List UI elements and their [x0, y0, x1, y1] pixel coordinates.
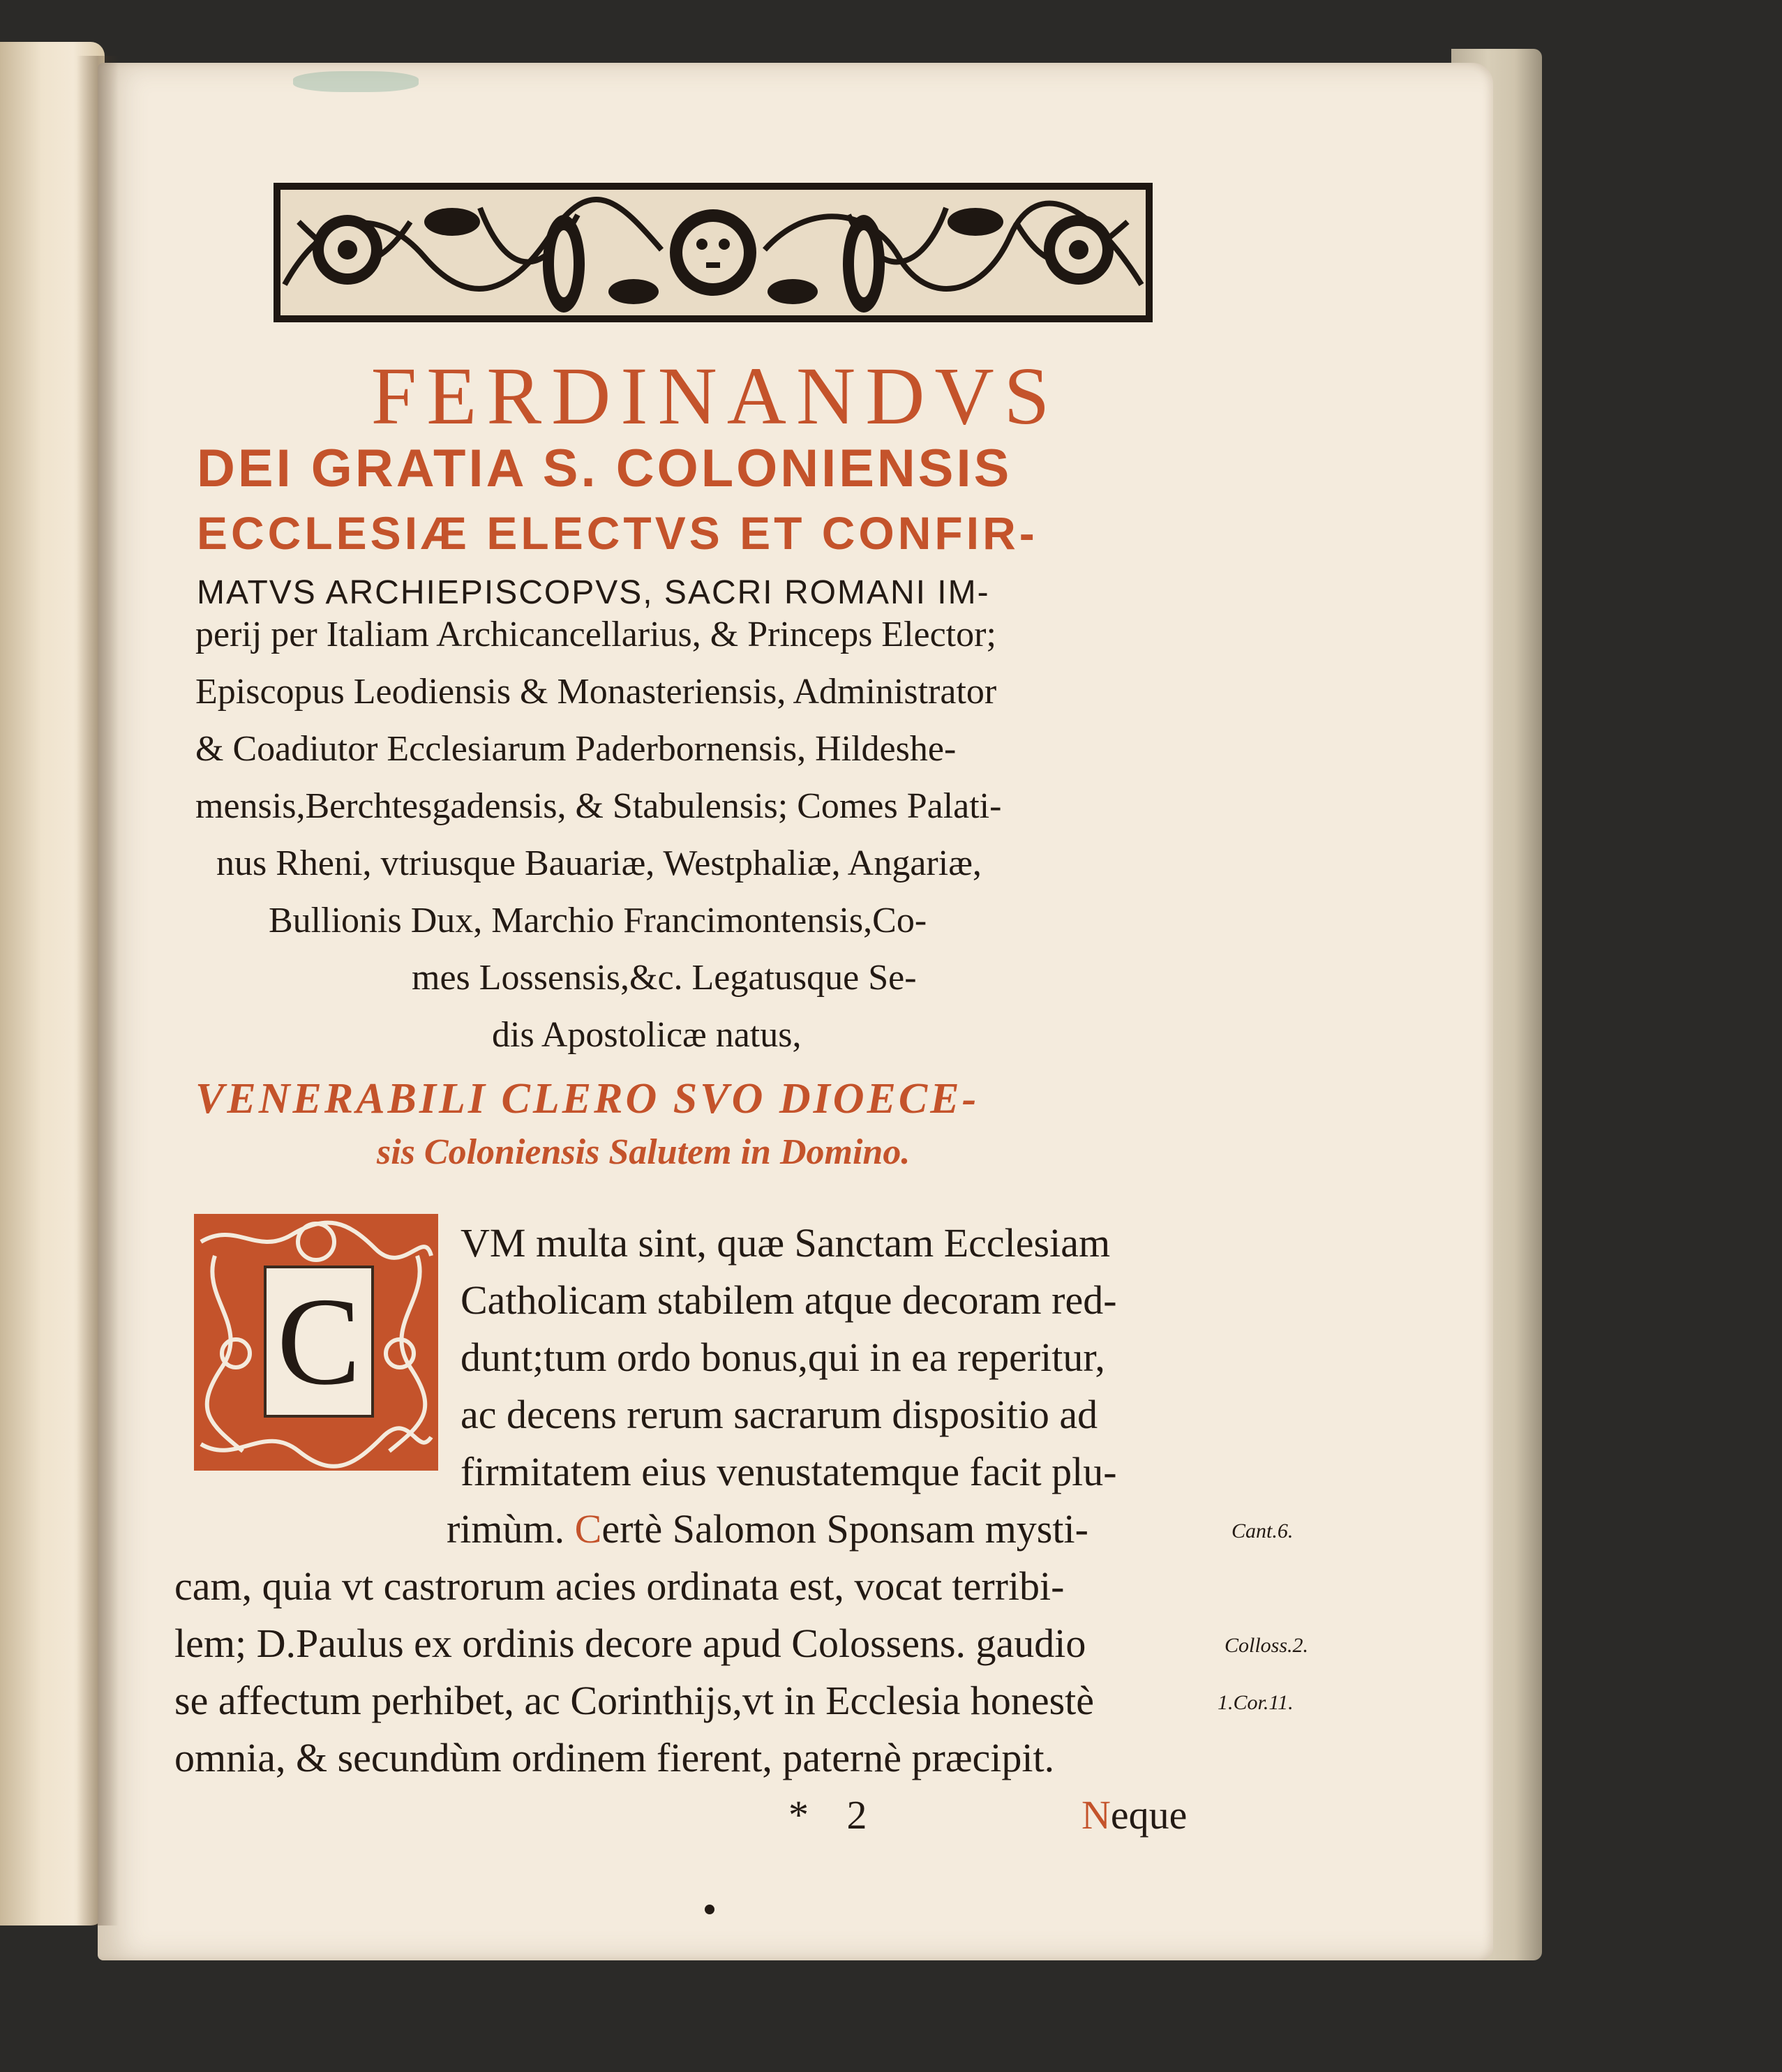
title-line-5: perij per Italiam Archicancellarius, & Princeps Elector; — [195, 615, 996, 654]
body-line-4: ac decens rerum sacrarum dispositio ad — [461, 1392, 1098, 1437]
decorated-initial — [194, 1214, 438, 1471]
body-line-6-start: rimùm. — [447, 1506, 565, 1552]
woodcut-headpiece-ornament — [271, 180, 1155, 325]
title-line-6: Episcopus Leodiensis & Monasteriensis, Administrator — [195, 672, 997, 712]
gutter-shadow — [77, 56, 119, 1925]
body-line-2: Catholicam stabilem atque decoram red- — [461, 1277, 1117, 1323]
signature-mark: * 2 — [788, 1792, 867, 1838]
page-stain — [293, 71, 419, 92]
body-line-6 — [447, 1506, 1088, 1552]
margin-note-colloss: Colloss.2. — [1225, 1634, 1309, 1657]
body-line-9: se affectum perhibet, ac Corinthijs,vt in Ecclesia honestè — [174, 1678, 1094, 1723]
title-line-9: nus Rheni, vtriusque Bauariæ, Westphaliæ, Angariæ, — [216, 843, 982, 883]
title-line-2: DEI GRATIA S. COLONIENSIS — [197, 439, 1012, 498]
catchword-rest: eque — [1110, 1792, 1188, 1838]
title-line-4: MATVS ARCHIEPISCOPVS, SACRI ROMANI IM- — [197, 574, 990, 611]
body-line-5: firmitatem eius venustatemque facit plu- — [461, 1449, 1117, 1494]
body-line-6-end: ertè Salomon Sponsam mysti- — [601, 1506, 1088, 1552]
title-line-3: ECCLESIÆ ELECTVS ET CONFIR- — [197, 507, 1038, 559]
address-line-1: VENERABILI CLERO SVO DIOECE- — [195, 1075, 980, 1123]
title-line-11: mes Lossensis,&c. Legatusque Se- — [412, 958, 917, 998]
body-line-7: cam, quia vt castrorum acies ordinata est, vocat terribi- — [174, 1563, 1065, 1609]
book-page — [98, 63, 1493, 1960]
margin-note-cant: Cant.6. — [1231, 1519, 1294, 1542]
catchword — [1081, 1792, 1187, 1838]
catchword-initial: N — [1081, 1792, 1111, 1838]
title-line-10: Bullionis Dux, Marchio Francimontensis,Co- — [269, 901, 927, 940]
body-line-10: omnia, & secundùm ordinem fierent, paternè præcipit. — [174, 1735, 1055, 1780]
body-line-8: lem; D.Paulus ex ordinis decore apud Colossens. gaudio — [174, 1621, 1086, 1666]
title-line-7: & Coadiutor Ecclesiarum Paderbornensis, Hildeshe- — [195, 729, 957, 769]
title-line-12: dis Apostolicæ natus, — [492, 1015, 802, 1055]
initial-letter-c: C — [264, 1266, 374, 1418]
margin-note-cor: 1.Cor.11. — [1218, 1691, 1294, 1714]
title-line-8: mensis,Berchtesgadensis, & Stabulensis; Comes Palati- — [195, 786, 1002, 826]
address-line-2: sis Coloniensis Salutem in Domino. — [377, 1132, 911, 1172]
sentence-initial: C — [574, 1506, 602, 1552]
body-line-1: VM multa sint, quæ Sanctam Ecclesiam — [461, 1220, 1111, 1266]
ink-dot — [705, 1905, 714, 1914]
title-name: FERDINANDVS — [370, 350, 1060, 442]
body-line-3: dunt;tum ordo bonus,qui in ea reperitur, — [461, 1335, 1105, 1380]
